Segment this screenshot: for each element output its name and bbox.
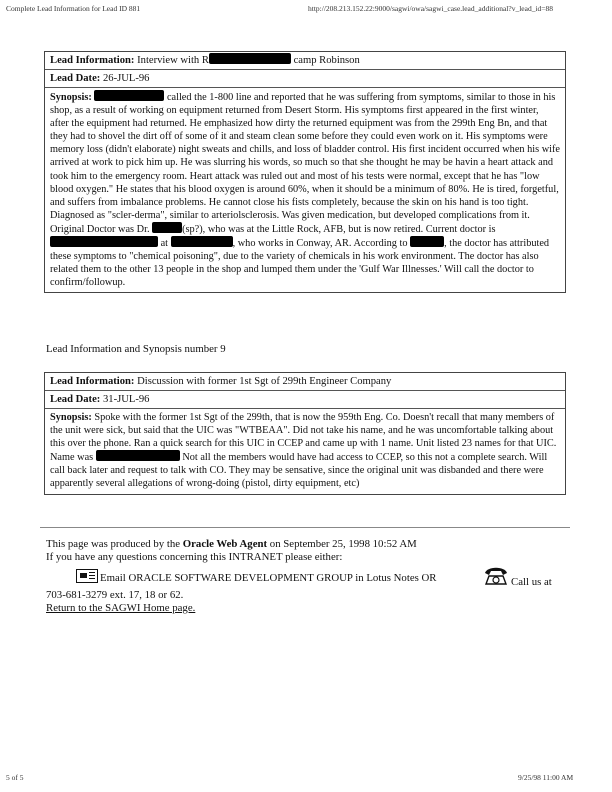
lead-date-row	[45, 391, 565, 409]
produced-date: on September 25, 1998 10:52 AM	[267, 538, 417, 550]
synopsis-row	[45, 88, 565, 292]
print-header-url: http://208.213.152.22:9000/sagwi/owa/sagwi_case.lead_additional?v_lead_id=88	[308, 4, 554, 13]
section-title: Lead Information and Synopsis number 9	[46, 343, 226, 355]
synopsis-row	[45, 409, 565, 494]
lead-date-label: Lead Date:	[50, 394, 101, 405]
synopsis-text: Spoke with the former 1st Sgt of the 299th, that is now the 959th Eng. Co. Doesn't recall that many members of the unit were sick, but said that the UIC was "WTBEAA". Did not take his name, and he was uncomfortable talking about this over the phone. Ran a quick search for this UIC in CCEP and came up with 1 name. Unit listed 23 names for that UIC. Name was	[50, 412, 557, 464]
synopsis-label: Synopsis:	[50, 92, 92, 103]
lead-date-row	[45, 70, 565, 88]
synopsis-text: Not all the members would have had access to CCEP, so this not a complete search. Will call back later and request to talk with CO. They may be sensative, since the original unit was disbanded and there were apparently several allegations of wrong-doing (pistol, dirty equipment, etc)	[50, 452, 548, 490]
synopsis-text: , who works in Conway, AR. According to	[232, 238, 408, 250]
print-header-title: Complete Lead Information for Lead ID 881	[6, 4, 141, 13]
lead-info-label: Lead Information:	[50, 376, 135, 387]
synopsis-text: (sp?), who was at the Little Rock, AFB, but is now retired. Current doctor is	[182, 223, 496, 235]
page-footer-info	[46, 538, 586, 564]
lead-info-value: Discussion with former 1st Sgt of 299th Engineer Company	[137, 376, 392, 387]
page-count: 5 of 5	[6, 773, 24, 782]
email-link[interactable]: Email ORACLE SOFTWARE DEVELOPMENT GROUP in Lotus Notes OR	[100, 572, 437, 584]
questions-line: If you have any questions concerning this INTRANET please either:	[46, 551, 343, 563]
redaction-bar	[152, 222, 182, 233]
lead-date-value: 26-JUL-96	[102, 73, 150, 84]
lead-info-value-start: Interview with R	[137, 55, 209, 66]
synopsis-text: , the doctor has attributed these symptoms to "chemical poisoning", due to the variety of chemicals in his work environment. The doctor has also related them to the other 13 people in the shop and lumped them under the 'Gulf War Illnesses.' Will call the doctor to confirm/followup.	[50, 238, 550, 289]
print-timestamp: 9/25/98 11:00 AM	[518, 773, 574, 782]
redaction-bar	[96, 450, 180, 461]
call-us-text: Call us at	[511, 576, 552, 588]
lead-info-label: Lead Information:	[50, 55, 135, 66]
redaction-bar	[94, 90, 164, 101]
lead-info-row	[45, 373, 565, 391]
lead-info-value-end: camp Robinson	[290, 55, 360, 66]
home-page-link-text[interactable]: Return to the SAGWI Home page.	[46, 602, 196, 614]
synopsis-label: Synopsis:	[50, 412, 92, 423]
oracle-agent-label: Oracle Web Agent	[182, 538, 268, 550]
redaction-bar	[209, 53, 291, 64]
lead-box-1	[44, 51, 566, 293]
lead-info-row	[45, 52, 565, 70]
redaction-bar	[410, 236, 444, 247]
redaction-bar	[171, 236, 233, 247]
redaction-bar	[50, 236, 158, 247]
home-page-link[interactable]	[46, 602, 195, 614]
produced-by-line	[46, 538, 586, 551]
produced-text: This page was produced by the	[46, 538, 183, 550]
lead-box-2	[44, 372, 566, 495]
synopsis-text: called the 1-800 line and reported that he was suffering from symptoms, similar to those in his shop, as a result of working on equipment returned from Desert Storm. His symptoms first appeared in the first winter, after the equipment had returned. He emphasized how dirty the returned equipment was from the 299th Eng Bn, and that they had to shovel the dirt off of some of it and steam clean some before they could even work on it. His symptoms were memory loss (didn't elaborate) night sweats and chills, and loss of bladder control. His first incident occurred when his wife arrived at work to pick him up. He was slurring his words, so much so that she thought he may be havin a heart attack and took him to the emergency room. Heart attack was ruled out and most of his tests were normal, except that he has "low blood oxygen." He states that his blood oxygen is around 60%, when it should be a minimum of 80%. He is tired, forgetful, and suffers from imbalance problems. He cannot close his fists completely, because the skin on his hand is too tight. Diagnosed as "scler-derma", similar to arteriolsclerosis. Was given medication, but developed complications from it. Original Doctor was Dr.	[50, 92, 560, 235]
synopsis-text: at	[160, 238, 169, 250]
lead-date-label: Lead Date:	[50, 73, 101, 84]
lead-date-value: 31-JUL-96	[102, 394, 150, 405]
phone-number: 703-681-3279 ext. 17, 18 or 62.	[46, 589, 184, 601]
telephone-icon[interactable]	[483, 564, 509, 586]
divider	[40, 527, 570, 528]
email-icon[interactable]	[76, 569, 98, 583]
